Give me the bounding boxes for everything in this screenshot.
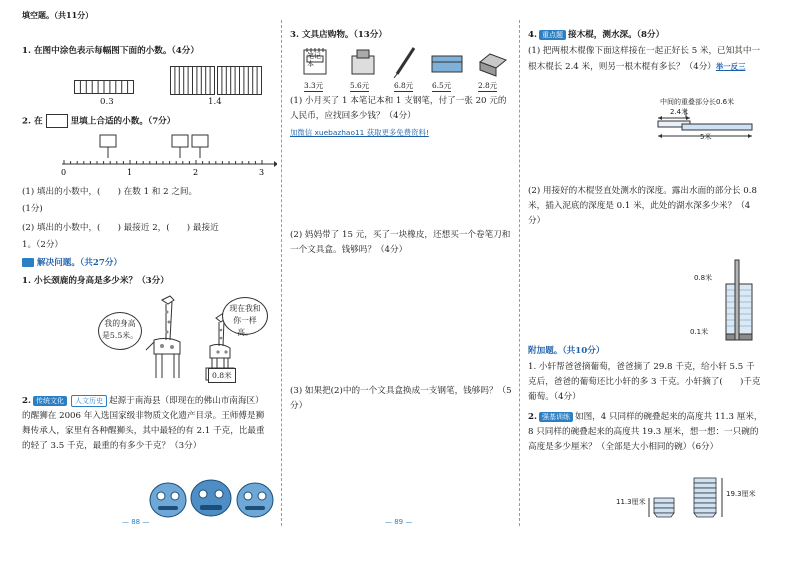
topic-badge: 人文历史	[71, 395, 107, 407]
height-box-label: 0.8米	[208, 368, 236, 383]
category-badge: 传统文化	[33, 396, 67, 406]
pencil-case-icon	[432, 56, 462, 72]
bowl-label-4: 11.3厘米	[616, 498, 646, 506]
number-line	[52, 134, 277, 176]
speech-bubble-a: 我的身高是5.5米。	[98, 312, 142, 350]
column-separator	[519, 20, 520, 526]
above-water-label: 0.8米	[694, 274, 713, 282]
stationery-items	[302, 46, 512, 78]
question-2: 2. 在 里填上合适的小数。（7分）	[22, 114, 272, 130]
left-column	[22, 10, 272, 536]
bonus-1: 1. 小轩帮爸爸摘葡萄，爸爸摘了 29.8 千克，给小轩 5.5 千克后，爸爸的葡萄还比小轩的多 3 千克。小轩摘了( )千克葡萄。（4分）	[528, 362, 761, 402]
section-icon	[22, 258, 34, 267]
nl-label-0: 0	[61, 168, 67, 176]
question-2-2-score: 1。（2分）	[22, 240, 64, 250]
speech-bubble-b: 现在我和你一样高。	[222, 297, 268, 335]
question-3: 3. 文具店购物。（13分）	[290, 30, 387, 40]
overlap-label: 中间的重叠部分长0.6米	[660, 98, 735, 106]
label-1-4: 1.4	[208, 97, 222, 107]
price-pencil-case: 6.5元	[432, 81, 452, 90]
question-3-2: (2) 妈妈带了 15 元，买了一块橡皮，还想买一个卷笔刀和一个文具盒。钱够吗？（4分）	[290, 230, 511, 255]
bowl-label-8: 19.3厘米	[726, 490, 756, 498]
bonus-2: 2. 强基训练 如图，4 只同样的碗叠起来的高度共 11.3 厘米，8 只同样的碗叠起来的高度共 19.3 厘米，想一想：一只碗的高度是多少厘米？（全部是大小相同的碗）（6分）	[528, 412, 763, 452]
wechat-promo	[290, 125, 512, 141]
question-3-3: (3) 如果把(2)中的一个文具盒换成一支钢笔，钱够吗？（5分）	[290, 386, 512, 411]
pencil-sharpener-icon	[352, 50, 374, 74]
label-0-3: 0.3	[100, 97, 114, 107]
page-number-left: — 88 —	[122, 518, 150, 526]
wechat-link[interactable]: 加微信 xuebazhao11 获取更多免费资料!	[290, 128, 429, 137]
stacked-bowls-diagram	[646, 474, 736, 518]
notebook-label: 笔记本	[307, 52, 321, 68]
price-pen: 6.8元	[394, 81, 414, 90]
nl-label-3: 3	[259, 168, 265, 176]
lion-heads-illustration	[148, 478, 278, 520]
nl-label-2: 2	[193, 168, 199, 176]
rod-5-label: 5米	[700, 133, 712, 141]
question-3-1: (1) 小月买了 1 本笔记本和 1 支钢笔，付了一张 20 元的人民币，应找回多少钱？（4分）	[290, 96, 507, 121]
column-separator	[281, 20, 282, 526]
section-title: 解决问题。（共27分）	[22, 256, 272, 271]
key-badge: 重点题	[539, 30, 566, 40]
price-sharpener: 5.6元	[350, 81, 370, 90]
question-4-2: (2) 用接好的木棍竖直处测水的深度。露出水面的部分长 0.8 米，插入泥底的深度是 0.1 米，此处的湖水深多少米？（4分）	[528, 186, 757, 226]
question-4-1: (1) 把两根木棍像下面这样接在一起正好长 5 米，已知其中一根木棍长 2.4 米，则另一根木棍有多长？（4分）举一反三	[528, 46, 761, 72]
problem-2: 2. 传统文化 人文历史 起源于南海县（即现在的佛山市南海区）的醒狮在 2006 年入选国家级非物质文化遗产目录。王师傅是狮舞传承人，家里有各种醒狮头，其中最轻的有 2.1 千克，比最重的轻了 3.5 千克，最重的有多少千克？（3分）	[22, 396, 265, 451]
right-column	[528, 22, 763, 536]
question-2-2: (2) 填出的小数中，( ) 最接近 2，( ) 最接近	[22, 223, 219, 233]
bonus-title: 附加题。（共10分）	[528, 346, 605, 356]
price-notebook: 3.3元	[304, 81, 324, 90]
decimal-bars-figure	[170, 66, 262, 96]
middle-column	[290, 22, 512, 536]
eraser-icon	[480, 54, 506, 76]
price-eraser: 2.8元	[478, 81, 498, 90]
training-badge: 强基训练	[539, 412, 573, 422]
answer-box-sample	[46, 114, 68, 128]
decimal-strip-figure	[74, 80, 134, 94]
question-2-1: (1) 填出的小数中，( ) 在数 1 和 2 之间。	[22, 187, 198, 197]
question-4: 4. 重点题 接木棍，测水深。（8分）	[528, 30, 665, 40]
section-header: 填空题。（共11分）	[22, 10, 94, 20]
page-number-right: — 89 —	[385, 518, 413, 526]
nl-label-1: 1	[127, 168, 133, 176]
question-2-1-score: (1分)	[22, 204, 43, 214]
question-1: 1. 在图中涂色表示每幅图下面的小数。（4分）	[22, 46, 199, 56]
mud-depth-label: 0.1米	[690, 328, 709, 336]
problem-1: 1. 小长颈鹿的身高是多少米？（3分）	[22, 276, 169, 286]
pen-icon	[394, 48, 414, 78]
rod-2-4-label: 2.4米	[670, 108, 689, 116]
related-link[interactable]: 举一反三	[715, 62, 746, 71]
